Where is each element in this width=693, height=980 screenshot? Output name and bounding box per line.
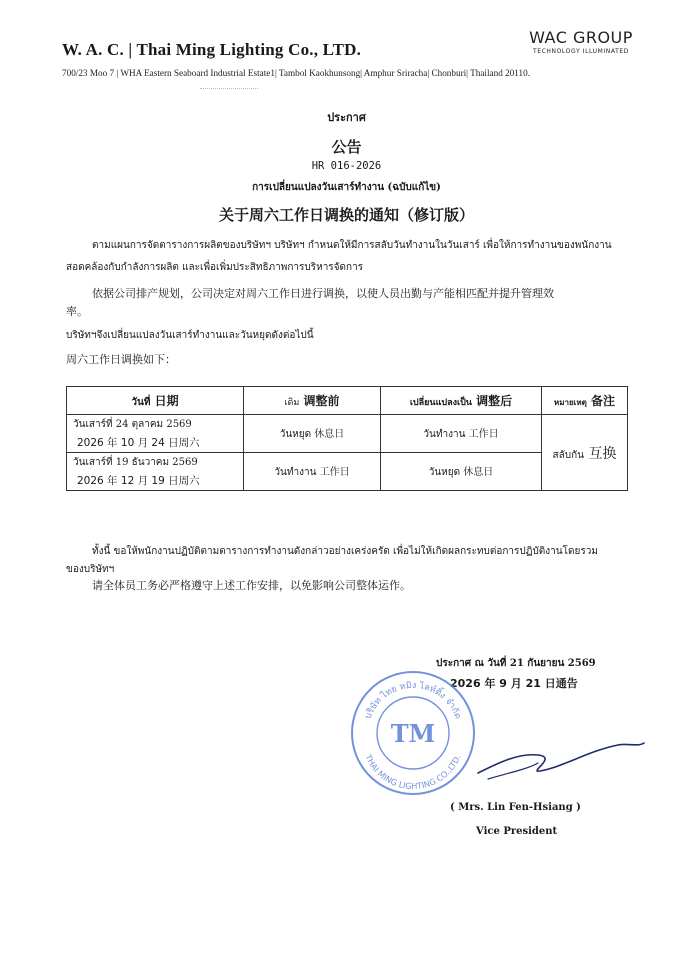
header-after-zh: 调整后 bbox=[476, 394, 513, 408]
table-header-row bbox=[67, 387, 628, 415]
schedule-table bbox=[66, 386, 628, 491]
signer-role: Vice President bbox=[476, 826, 558, 837]
header-after-th: เปลี่ยนแปลงเป็น bbox=[409, 398, 472, 408]
intro-th: บริษัทฯจึงเปลี่ยนแปลงวันเสาร์ทำงานและวันหยุดดังต่อไปนี้ bbox=[66, 330, 314, 341]
header-before-zh: 调整前 bbox=[303, 394, 340, 408]
header-date bbox=[67, 387, 244, 415]
header-before-th: เดิม bbox=[284, 398, 300, 408]
stamp-top-text: บริษัท ไทย หมิง ไลท์ติ้ง จำกัด bbox=[363, 680, 463, 721]
signer-name: ( Mrs. Lin Fen-Hsiang ) bbox=[450, 802, 581, 813]
remark-cell bbox=[542, 415, 628, 491]
stamp-initials: TM bbox=[390, 719, 436, 748]
header-date-th: วันที่ bbox=[131, 396, 151, 408]
announcement-title-th: ประกาศ bbox=[327, 111, 366, 124]
subject-th: การเปลี่ยนแปลงวันเสาร์ทำงาน (ฉบับแก้ไข) bbox=[252, 182, 441, 193]
header-remark-zh: 备注 bbox=[591, 394, 616, 408]
intro-zh: 周六工作日调换如下： bbox=[66, 353, 176, 366]
row1-after: วันทำงาน 工作日 bbox=[381, 415, 542, 453]
logo-main-text: WAC GROUP bbox=[529, 28, 633, 47]
row1-date-zh: 2026 年 10 月 24 日周六 bbox=[77, 436, 200, 449]
document-number: HR 016-2026 bbox=[311, 160, 382, 172]
para1-th-line2: สอดคล้องกับกำลังการผลิต และเพื่อเพิ่มประสิทธิภาพการบริหารจัดการ bbox=[66, 262, 364, 273]
row2-after: วันหยุด 休息日 bbox=[381, 453, 542, 491]
row2-date-zh: 2026 年 12 月 19 日周六 bbox=[77, 474, 200, 487]
row1-before: วันหยุด 休息日 bbox=[244, 415, 381, 453]
wac-group-logo bbox=[520, 28, 642, 55]
row1-date-th: วันเสาร์ที่ 24 ตุลาคม 2569 bbox=[73, 418, 192, 430]
announcement-title-zh: 公告 bbox=[331, 138, 362, 156]
row2-date bbox=[67, 453, 244, 491]
company-name: W. A. C. | Thai Ming Lighting Co., LTD. bbox=[62, 40, 362, 59]
subject-zh: 关于周六工作日调换的通知（修订版） bbox=[218, 206, 474, 224]
footer-date-th: ประกาศ ณ วันที่ 21 กันยายน 2569 bbox=[436, 658, 596, 669]
footer-date-zh: 2026 年 9 月 21 日通告 bbox=[450, 677, 578, 690]
header-remark-th: หมายเหตุ bbox=[553, 397, 587, 407]
header-remark bbox=[542, 387, 628, 415]
remark-zh: 互换 bbox=[588, 445, 617, 462]
para1-th-line1: ตามแผนการจัดตารางการผลิตของบริษัทฯ บริษัทฯ กำหนดให้มีการสลับวันทำงานในวันเสาร์ เพื่อให้การทำงานของพนักงาน bbox=[92, 240, 612, 251]
header-after bbox=[381, 387, 542, 415]
logo-tagline: TECHNOLOGY ILLUMINATED bbox=[532, 48, 630, 55]
scan-artifact bbox=[200, 88, 258, 92]
row2-date-th: วันเสาร์ที่ 19 ธันวาคม 2569 bbox=[73, 456, 198, 468]
row1-date bbox=[67, 415, 244, 453]
row2-before: วันทำงาน 工作日 bbox=[244, 453, 381, 491]
company-stamp bbox=[348, 668, 478, 798]
handwritten-signature bbox=[468, 733, 648, 788]
company-address: 700/23 Moo 7 | WHA Eastern Seaboard Industrial Estate1| Tambol Kaokhunsong| Amphur Sriracha| Chonburi| Thailand 20110. bbox=[62, 68, 531, 78]
header-date-zh: 日期 bbox=[154, 393, 179, 408]
table-row bbox=[67, 415, 628, 453]
para1-zh-line2: 率。 bbox=[66, 305, 88, 318]
closing-zh: 请全体员工务必严格遵守上述工作安排，以免影响公司整体运作。 bbox=[92, 579, 411, 592]
para1-zh-line1: 依据公司排产规划，公司决定对周六工作日进行调换，以使人员出勤与产能相匹配并提升管理效 bbox=[92, 287, 554, 300]
header-before bbox=[244, 387, 381, 415]
closing-th-line2: ของบริษัทฯ bbox=[66, 564, 115, 575]
remark-th: สลับกัน bbox=[552, 449, 585, 461]
closing-th-line1: ทั้งนี้ ขอให้พนักงานปฏิบัติตามตารางการทำงานดังกล่าวอย่างเคร่งครัด เพื่อไม่ให้เกิดผลกระทบต่อการปฏิบัติงานโดยรวม bbox=[92, 546, 598, 557]
stamp-bottom-text: THAI MING LIGHTING CO.,LTD. bbox=[363, 752, 463, 792]
